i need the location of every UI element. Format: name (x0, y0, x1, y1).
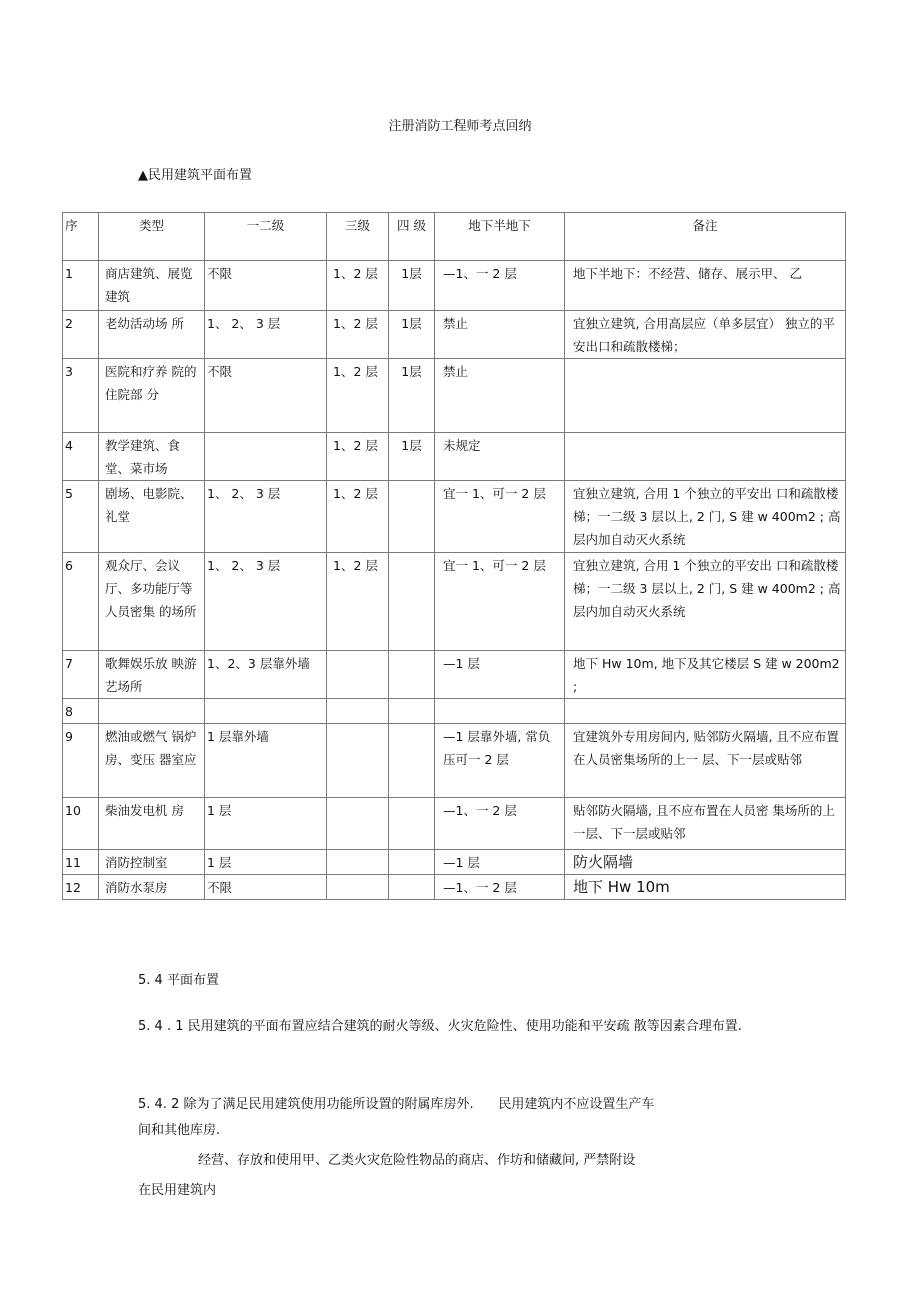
cell-type: 商店建筑、展览建筑 (99, 261, 205, 311)
cell-grade4 (389, 699, 435, 724)
cell-underground: —1、一 2 层 (435, 875, 565, 900)
cell-grade3: 1、2 层 (327, 359, 389, 433)
table-header-row (63, 213, 846, 261)
cell-no: 4 (63, 433, 99, 481)
cell-type: 观众厅、会议厅、多功能厅等人员密集 的场所 (99, 553, 205, 651)
header-grade4: 四 级 (389, 213, 435, 261)
cell-grade12: 1、2、3 层靠外墙 (205, 651, 327, 699)
paragraph-5-4-2-line1: 5. 4. 2 除为了满足民用建筑使用功能所设置的附属库房外. 民用建筑内不应设置生产车 (138, 1097, 655, 1112)
cell-type: 柴油发电机 房 (99, 798, 205, 850)
cell-grade3 (327, 798, 389, 850)
cell-underground: —1 层 (435, 850, 565, 875)
cell-note (565, 433, 846, 481)
header-note: 备注 (565, 213, 846, 261)
cell-grade12: 1 层 (205, 798, 327, 850)
cell-underground: —1、一 2 层 (435, 261, 565, 311)
header-no: 序 (63, 213, 99, 261)
cell-grade4: 1层 (389, 359, 435, 433)
layout-table (62, 212, 846, 900)
cell-underground: 宜一 1、可一 2 层 (435, 553, 565, 651)
cell-type: 消防控制室 (99, 850, 205, 875)
cell-grade4 (389, 875, 435, 900)
cell-grade3 (327, 875, 389, 900)
cell-grade4: 1层 (389, 261, 435, 311)
cell-grade12 (205, 433, 327, 481)
cell-no: 7 (63, 651, 99, 699)
cell-grade4 (389, 724, 435, 798)
table-row (63, 311, 846, 359)
cell-grade12: 1 层靠外墙 (205, 724, 327, 798)
cell-grade4 (389, 481, 435, 553)
table-row (63, 699, 846, 724)
table-row (63, 481, 846, 553)
paragraph-hazard-line1: 经营、存放和使用甲、乙类火灾危险性物品的商店、作坊和储藏间, 严禁附设 (198, 1153, 636, 1168)
cell-grade12 (205, 699, 327, 724)
cell-no: 1 (63, 261, 99, 311)
cell-grade12: 1、 2、 3 层 (205, 311, 327, 359)
cell-note: 宜独立建筑, 合用高层应（单多层宜） 独立的平安出口和疏散楼梯； (565, 311, 846, 359)
cell-grade3: 1、2 层 (327, 311, 389, 359)
cell-type: 歌舞娱乐放 映游艺场所 (99, 651, 205, 699)
cell-grade3: 1、2 层 (327, 481, 389, 553)
cell-note: 宜独立建筑, 合用 1 个独立的平安出 口和疏散楼梯；一二级 3 层以上, 2 门, S 建 w 400m2 ; 高层内加自动灭火系统 (565, 553, 846, 651)
paragraph-5-4: 5. 4 平面布置 (138, 973, 219, 988)
cell-no: 9 (63, 724, 99, 798)
cell-underground: 禁止 (435, 311, 565, 359)
cell-grade12: 不限 (205, 359, 327, 433)
paragraph-5-4-2-line2: 间和其他库房. (138, 1123, 221, 1138)
table-row (63, 261, 846, 311)
cell-type: 医院和疗养 院的住院部 分 (99, 359, 205, 433)
cell-type: 老幼活动场 所 (99, 311, 205, 359)
cell-grade4: 1层 (389, 311, 435, 359)
document-title: 注册消防工程师考点回纳 (388, 119, 532, 134)
cell-note: 宜独立建筑, 合用 1 个独立的平安出 口和疏散楼梯；一二级 3 层以上, 2 门, S 建 w 400m2 ; 高层内加自动灭火系统 (565, 481, 846, 553)
cell-grade12: 不限 (205, 875, 327, 900)
cell-underground: 禁止 (435, 359, 565, 433)
cell-grade4: 1层 (389, 433, 435, 481)
cell-grade3 (327, 850, 389, 875)
cell-no: 12 (63, 875, 99, 900)
cell-grade12: 1 层 (205, 850, 327, 875)
cell-note (565, 359, 846, 433)
cell-grade3 (327, 699, 389, 724)
table-row (63, 875, 846, 900)
header-grade12: 一二级 (205, 213, 327, 261)
cell-grade4 (389, 850, 435, 875)
header-type: 类型 (99, 213, 205, 261)
cell-no: 8 (63, 699, 99, 724)
cell-no: 6 (63, 553, 99, 651)
cell-no: 10 (63, 798, 99, 850)
cell-grade3: 1、2 层 (327, 433, 389, 481)
cell-note: 地下 Hw 10m, 地下及其它楼层 S 建 w 200m2 ; (565, 651, 846, 699)
paragraph-5-4-1: 5. 4 . 1 民用建筑的平面布置应结合建筑的耐火等级、火灾危险性、使用功能和平安疏 散等因素合理布置. (138, 1019, 742, 1034)
cell-grade4 (389, 798, 435, 850)
table-row (63, 359, 846, 433)
cell-underground: —1 层 (435, 651, 565, 699)
paragraph-hazard-line2: 在民用建筑内 (138, 1183, 217, 1198)
cell-grade12: 1、 2、 3 层 (205, 481, 327, 553)
cell-type: 消防水泵房 (99, 875, 205, 900)
cell-grade4 (389, 651, 435, 699)
cell-note: 宜建筑外专用房间内, 贴邻防火隔墙, 且不应布置在人员密集场所的上一 层、下一层或贴邻 (565, 724, 846, 798)
table-row (63, 651, 846, 699)
cell-grade3 (327, 651, 389, 699)
section-heading: ▲民用建筑平面布置 (138, 168, 252, 183)
cell-note: 防火隔墙 (565, 850, 846, 875)
cell-grade3 (327, 724, 389, 798)
cell-type: 教学建筑、食堂、菜市场 (99, 433, 205, 481)
cell-underground: 未规定 (435, 433, 565, 481)
header-grade3: 三级 (327, 213, 389, 261)
cell-no: 5 (63, 481, 99, 553)
cell-grade12: 1、 2、 3 层 (205, 553, 327, 651)
cell-grade12: 不限 (205, 261, 327, 311)
cell-underground: —1 层靠外墙, 常负压可一 2 层 (435, 724, 565, 798)
cell-grade3: 1、2 层 (327, 261, 389, 311)
table-row (63, 724, 846, 798)
table-row (63, 433, 846, 481)
cell-type: 剧场、电影院、礼堂 (99, 481, 205, 553)
cell-underground: 宜一 1、可一 2 层 (435, 481, 565, 553)
cell-underground: —1、一 2 层 (435, 798, 565, 850)
cell-note (565, 699, 846, 724)
table-row (63, 798, 846, 850)
cell-note: 地下半地下：不经营、储存、展示甲、 乙 (565, 261, 846, 311)
cell-note: 贴邻防火隔墙, 且不应布置在人员密 集场所的上一层、下一层或贴邻 (565, 798, 846, 850)
cell-underground (435, 699, 565, 724)
cell-grade4 (389, 553, 435, 651)
table-row (63, 553, 846, 651)
header-underground: 地下半地下 (435, 213, 565, 261)
cell-type: 燃油或燃气 锅炉房、变压 器室应 (99, 724, 205, 798)
table-row (63, 850, 846, 875)
cell-no: 3 (63, 359, 99, 433)
cell-type (99, 699, 205, 724)
cell-note: 地下 Hw 10m (565, 875, 846, 900)
cell-no: 11 (63, 850, 99, 875)
cell-no: 2 (63, 311, 99, 359)
cell-grade3: 1、2 层 (327, 553, 389, 651)
